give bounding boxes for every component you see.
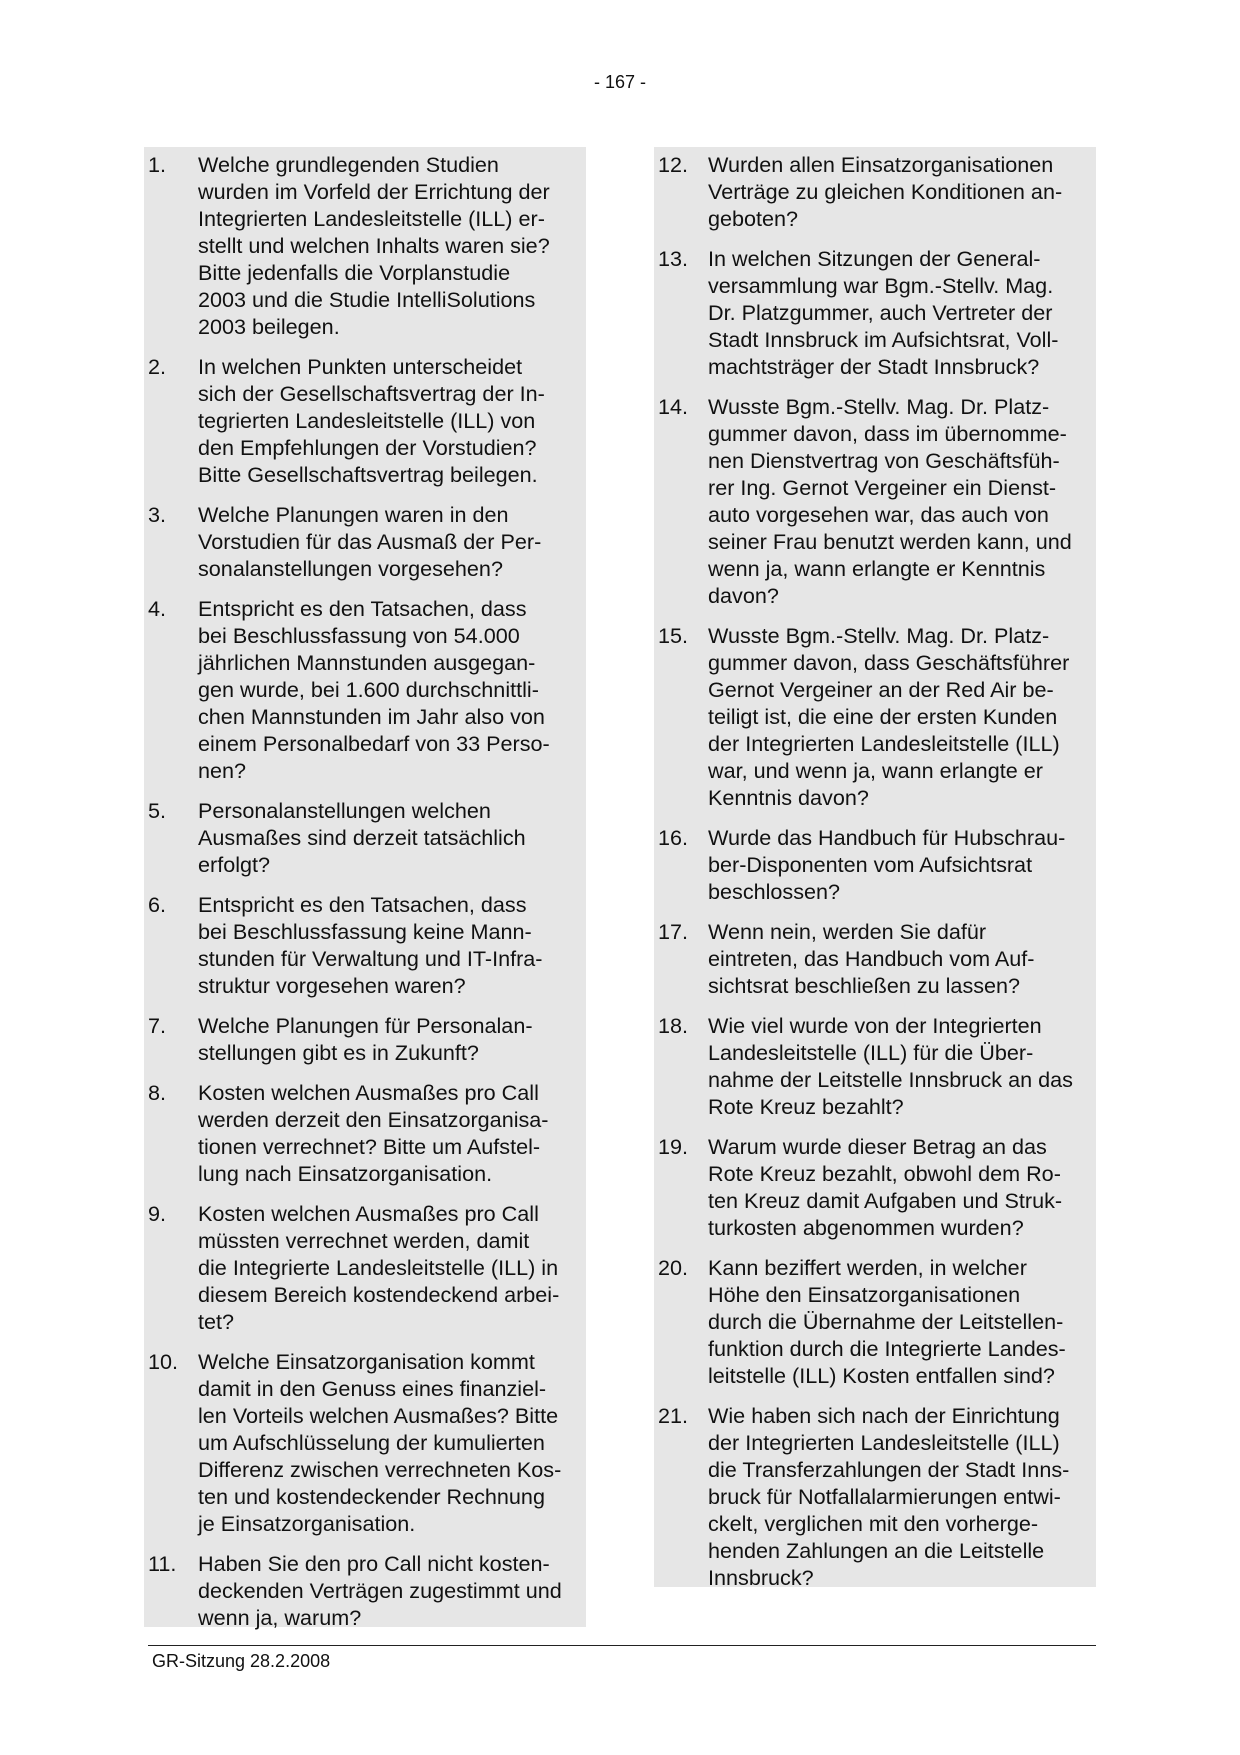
question-text: Wie haben sich nach der Einrichtung der Integrierten Landesleitstelle (ILL) die Transferzahlungen der Stadt Inns- bruck für Notfallalarmierungen entwi- ckelt, verglichen mit den vorherge- henden Zahlungen an die Leitstelle Innsbruck? [708,1403,1070,1590]
question-number: 1. [148,152,167,177]
questions-column-right [654,147,1096,1590]
question-item [658,245,1092,380]
question-item [148,1200,582,1335]
footer-session-label: GR-Sitzung 28.2.2008 [152,1651,331,1671]
question-text: Warum wurde dieser Betrag an das Rote Kreuz bezahlt, obwohl dem Ro- ten Kreuz damit Aufgaben und Struk- turkosten abgenommen wurden? [708,1134,1063,1240]
question-item [658,393,1092,609]
question-text: Haben Sie den pro Call nicht kosten- deckenden Verträgen zugestimmt und wenn ja, warum? [198,1551,562,1630]
question-text: Welche grundlegenden Studien wurden im Vorfeld der Errichtung der Integrierten Landesleitstelle (ILL) er- stellt und welchen Inhalts waren sie? Bitte jedenfalls die Vorplanstudie 2003 und die Studie IntelliSolutions 2003 beilegen. [198,152,550,339]
question-item [148,891,582,999]
question-item [658,824,1092,905]
question-number: 11. [148,1551,177,1576]
question-text: Welche Einsatzorganisation kommt damit in den Genuss eines finanziel- len Vorteils welchen Ausmaßes? Bitte um Aufschlüsselung der kumulierten Differenz zwischen verrechneten Kos- ten und kostendeckender Rechnung je Einsatzorganisation. [198,1349,562,1536]
question-item [658,1254,1092,1389]
question-number: 10. [148,1349,179,1374]
question-item [148,1079,582,1187]
question-text: Welche Planungen für Personalan- stellungen gibt es in Zukunft? [198,1013,533,1065]
question-number: 9. [148,1201,167,1226]
question-number: 17. [658,919,689,944]
question-item [658,918,1092,999]
question-item [658,1012,1092,1120]
question-item [658,622,1092,811]
question-number: 21. [658,1403,689,1428]
question-text: Kosten welchen Ausmaßes pro Call werden derzeit den Einsatzorganisa- tionen verrechnet? Bitte um Aufstel- lung nach Einsatzorganisation. [198,1080,549,1186]
question-text: In welchen Sitzungen der General- versammlung war Bgm.-Stellv. Mag. Dr. Platzgummer, auch Vertreter der Stadt Innsbruck im Aufsichtsrat, Voll- machtsträger der Stadt Innsbruck? [708,246,1059,379]
question-text: Wurde das Handbuch für Hubschrau- ber-Disponenten vom Aufsichtsrat beschlossen? [708,825,1066,904]
question-item [148,1550,582,1631]
question-number: 7. [148,1013,167,1038]
question-text: Kann beziffert werden, in welcher Höhe den Einsatzorganisationen durch die Übernahme der Leitstellen- funktion durch die Integrierte Landes- leitstelle (ILL) Kosten entfallen sind? [708,1255,1066,1388]
page-number: - 167 - [593,72,647,92]
question-item [148,353,582,488]
question-text: Entspricht es den Tatsachen, dass bei Beschlussfassung von 54.000 jährlichen Mannstunden ausgegan- gen wurde, bei 1.600 durchschnittli- chen Mannstunden im Jahr also von einem Personalbedarf von 33 Perso- nen? [198,596,550,783]
question-number: 8. [148,1080,167,1105]
question-item [148,595,582,784]
question-number: 2. [148,354,167,379]
question-item [148,1012,582,1066]
question-item [658,151,1092,232]
question-number: 12. [658,152,689,177]
question-number: 14. [658,394,689,419]
question-item [148,1348,582,1537]
question-text: Entspricht es den Tatsachen, dass bei Beschlussfassung keine Mann- stunden für Verwaltung und IT-Infra- struktur vorgesehen waren? [198,892,543,998]
question-number: 4. [148,596,167,621]
question-text: Wusste Bgm.-Stellv. Mag. Dr. Platz- gummer davon, dass im übernomme- nen Dienstvertrag von Geschäftsfüh- rer Ing. Gernot Vergeiner ein Dienst- auto vorgesehen war, das auch von seiner Frau benutzt werden kann, und wenn ja, wann erlangte er Kenntnis davon? [708,394,1072,608]
question-text: Wusste Bgm.-Stellv. Mag. Dr. Platz- gummer davon, dass Geschäftsführer Gernot Vergeiner an der Red Air be- teiligt ist, die eine der ersten Kunden der Integrierten Landesleitstelle (ILL) war, und wenn ja, wann erlangte er Kenntnis davon? [708,623,1070,810]
questions-column-left [144,147,586,1630]
question-number: 19. [658,1134,689,1159]
question-number: 16. [658,825,689,850]
question-number: 6. [148,892,167,917]
question-number: 3. [148,502,167,527]
question-item [148,797,582,878]
question-text: Welche Planungen waren in den Vorstudien für das Ausmaß der Per- sonalanstellungen vorgesehen? [198,502,542,581]
question-text: Kosten welchen Ausmaßes pro Call müssten verrechnet werden, damit die Integrierte Landesleitstelle (ILL) in diesem Bereich kostendeckend arbei- tet? [198,1201,560,1334]
question-item [148,151,582,340]
question-text: Wie viel wurde von der Integrierten Landesleitstelle (ILL) für die Über- nahme der Leitstelle Innsbruck an das Rote Kreuz bezahlt? [708,1013,1073,1119]
question-number: 18. [658,1013,689,1038]
question-number: 20. [658,1255,689,1280]
question-number: 5. [148,798,167,823]
question-item [658,1133,1092,1241]
question-text: Wenn nein, werden Sie dafür eintreten, das Handbuch vom Auf- sichtsrat beschließen zu lassen? [708,919,1035,998]
question-text: Wurden allen Einsatzorganisationen Verträge zu gleichen Konditionen an- geboten? [708,152,1063,231]
question-number: 15. [658,623,689,648]
question-item [658,1402,1092,1591]
question-text: Personalanstellungen welchen Ausmaßes sind derzeit tatsächlich erfolgt? [198,798,526,877]
question-number: 13. [658,246,689,271]
question-text: In welchen Punkten unterscheidet sich der Gesellschaftsvertrag der In- tegrierten Landesleitstelle (ILL) von den Empfehlungen der Vorstudien? Bitte Gesellschaftsvertrag beilegen. [198,354,545,487]
footer-divider [148,1645,1096,1646]
question-item [148,501,582,582]
